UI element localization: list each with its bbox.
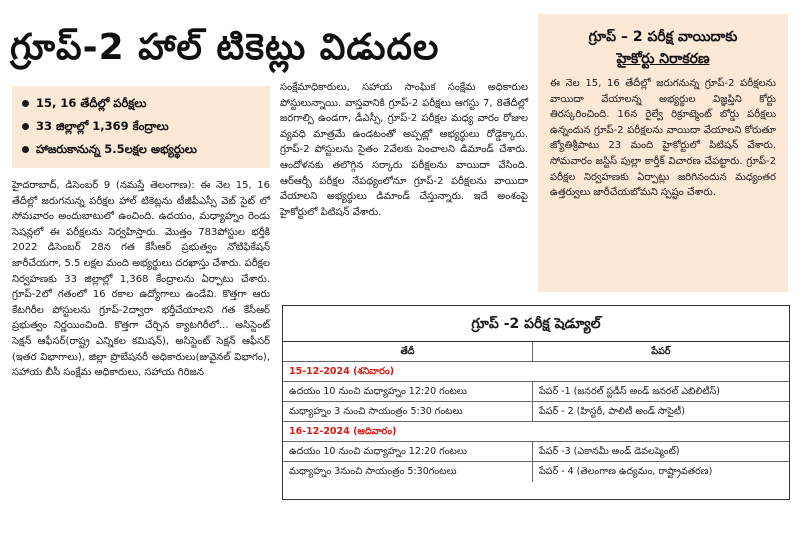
schedule-table bbox=[282, 305, 790, 500]
header-date: తేదీ bbox=[283, 342, 533, 361]
sidebar-subtitle: హైకోర్టు నిరాకరణ bbox=[616, 51, 710, 67]
exam-date: 16-12-2024 (ఆదివారం) bbox=[289, 426, 397, 437]
headline: గ్రూప్-2 హాల్ టికెట్లు విడుదల bbox=[10, 27, 440, 68]
session-paper: పేపర్ - 2 (హిస్టరీ, పాలిటీ అండ్ సొసైటీ) bbox=[539, 406, 685, 417]
sidebar-title: గ్రూప్ – 2 పరీక్ష వాయిదాకు bbox=[588, 29, 738, 45]
highlight-item bbox=[22, 115, 260, 138]
table-row bbox=[283, 462, 789, 482]
bullet-icon bbox=[22, 146, 29, 153]
bullet-icon bbox=[22, 100, 29, 107]
highlights-box bbox=[12, 86, 270, 168]
session-time: ఉదయం 10 నుంచి మధ్యాహ్నం 12:20 గంటలు bbox=[283, 442, 533, 461]
sidebar-box bbox=[538, 14, 788, 292]
session-paper: పేపర్ -1 (జనరల్ స్టడీస్ అండ్ జనరల్ ఎబిలిటీస్) bbox=[539, 386, 720, 397]
session-paper: పేపర్ - 4 (తెలంగాణ ఉద్యమం, రాష్ట్రావతరణ) bbox=[539, 466, 713, 477]
table-row bbox=[283, 402, 789, 422]
session-time: ఉదయం 10 నుంచి మధ్యాహ్నం 12:20 గంటలు bbox=[283, 382, 533, 401]
highlight-text: 15, 16 తేదీల్లో పరీక్షలు bbox=[36, 96, 147, 110]
bullet-icon bbox=[22, 123, 29, 130]
highlight-item bbox=[22, 92, 260, 115]
table-row bbox=[283, 382, 789, 402]
highlight-text: 33 జిల్లాల్లో 1,369 కేంద్రాలు bbox=[36, 119, 169, 133]
article-column-2: సంక్షేమాధికారులు, సహాయ సాంఘిక సంక్షేమ అధికారుల పోస్టులున్నాయి. వాస్తవానికి గ్రూప్-2 పరీక్షలు ఆగస్టు 7, 8తేదీల్లో జరగాల్సి ఉండగా, డీఎస్సీ, గ్రూప్-2 పరీక్షల మధ్య వారం రోజుల వ్యవధి మాత్రమే ఉండటంతో అప్పట్లో అభ్యర్థులు రోడ్డెక్కారు. గ్రూప్-2 పోస్టులను సైతం 2వేలకు పెంచాలని డిమాండ్ చేశారు. ఆందోళనకు తలొగ్గిన సర్కారు పరీక్షలను వాయిదా వేసింది. ఆర్ఆర్బీ పరీక్షల నేపథ్యంలోనూ గ్రూప్-2 పరీక్షలను వాయిదా వేయాలని అభ్యర్థులు డిమాండ్ చేస్తున్నారు. ఇదే అంశంపై హైకోర్టులో పిటిషన్ వేశారు. bbox=[280, 82, 528, 218]
exam-date: 15-12-2024 (శనివారం) bbox=[289, 366, 395, 377]
table-row bbox=[283, 442, 789, 462]
schedule-header-row bbox=[283, 342, 789, 362]
schedule-date-row bbox=[283, 362, 789, 382]
schedule-title: గ్రూప్ -2 పరీక్ష షెడ్యూల్ bbox=[283, 306, 789, 342]
session-time: మధ్యాహ్నం 3 నుంచి సాయంత్రం 5:30 గంటలు bbox=[283, 402, 533, 421]
header-paper: పేపర్ bbox=[651, 346, 671, 357]
article-column-1: హైదరాబాద్, డిసెంబర్ 9 (నమస్తే తెలంగాణ): ఈ నెల 15, 16 తేదీల్లో జరుగనున్న పరీక్షల హాల్ టికెట్లను టీజీపీఎస్సీ వెబ్ సైట్ లో సోమవారం అందుబాటులో ఉంచింది. ఉదయం, మధ్యాహ్నం రెండు సెషన్లలో ఈ పరీక్షలను నిర్వహిస్తారు. మొత్తం 783పోస్టుల భర్తీకి 2022 డిసెంబర్ 28న గత కేసీఆర్ ప్రభుత్వం నోటిఫికేషన్ జారీచేయగా, 5.5 లక్షల మంది అభ్యర్థులు దరఖాస్తు చేశారు. పరీక్షల నిర్వహణకు 33 జిల్లాల్లో 1,368 కేంద్రాలను ఏర్పాటు చేశారు. గ్రూప్-2లో గతంలో 16 రకాల ఉద్యోగాలు ఉండేవి. కొత్తగా ఆరు కేటగిరీల పోస్టులను గ్రూప్-2ద్వారా భర్తీచేయాలని గత కేసీఆర్ ప్రభుత్వం నిర్ణయించింది. కొత్తగా చేర్చిన క్యాటగిరీలో... అసిస్టెంట్ సెక్షన్ ఆఫీసర్(రాష్ట్ర ఎన్నికల కమిషన్), అసిస్టెంట్ సెక్షన్ ఆఫీసర్ (ఇతర విభాగాలు), జిల్లా ప్రొబేషనరీ అధికారులు(జువైనల్ విభాగం), సహాయ బీసీ సంక్షేమ అధికారులు, సహాయ గిరిజన bbox=[12, 180, 270, 379]
session-time: మధ్యాహ్నం 3నుంచి సాయంత్రం 5:30గంటలు bbox=[283, 462, 533, 482]
sidebar-body: ఈ నెల 15, 16 తేదీల్లో జరుగనున్న గ్రూప్-2 పరీక్షలను వాయిదా వేయాలన్న అభ్యర్థుల విజ్ఞప్తిని కోర్టు తిరస్కరించింది. 16న రైల్వే రిక్రూట్మెంట్ బోర్డు పరీక్షలు ఉన్నందున గ్రూప్-2 పరీక్షలను వాయిదా వేయాలని కోరుతూ జ్యోతిశ్రీపాటు 23 మంది హైకోర్టులో పిటిషన్ వేశారు. సోమవారం జస్టిస్ పుల్లా కార్తీక్ విచారణ చేపట్టారు. గ్రూప్-2 పరీక్షల నిర్వహణకు ఏర్పాట్లు జరిగినందున మధ్యంతర ఉత్తర్వులు జారీచేయబోమని స్పష్టం చేశారు. bbox=[550, 78, 776, 199]
schedule-date-row bbox=[283, 422, 789, 442]
highlight-item bbox=[22, 138, 260, 161]
highlight-text: హాజరుకానున్న 5.5లక్షల అభ్యర్థులు bbox=[36, 142, 197, 156]
session-paper: పేపర్ -3 (ఎకానమీ అండ్ డెవలప్మెంట్) bbox=[539, 446, 680, 457]
